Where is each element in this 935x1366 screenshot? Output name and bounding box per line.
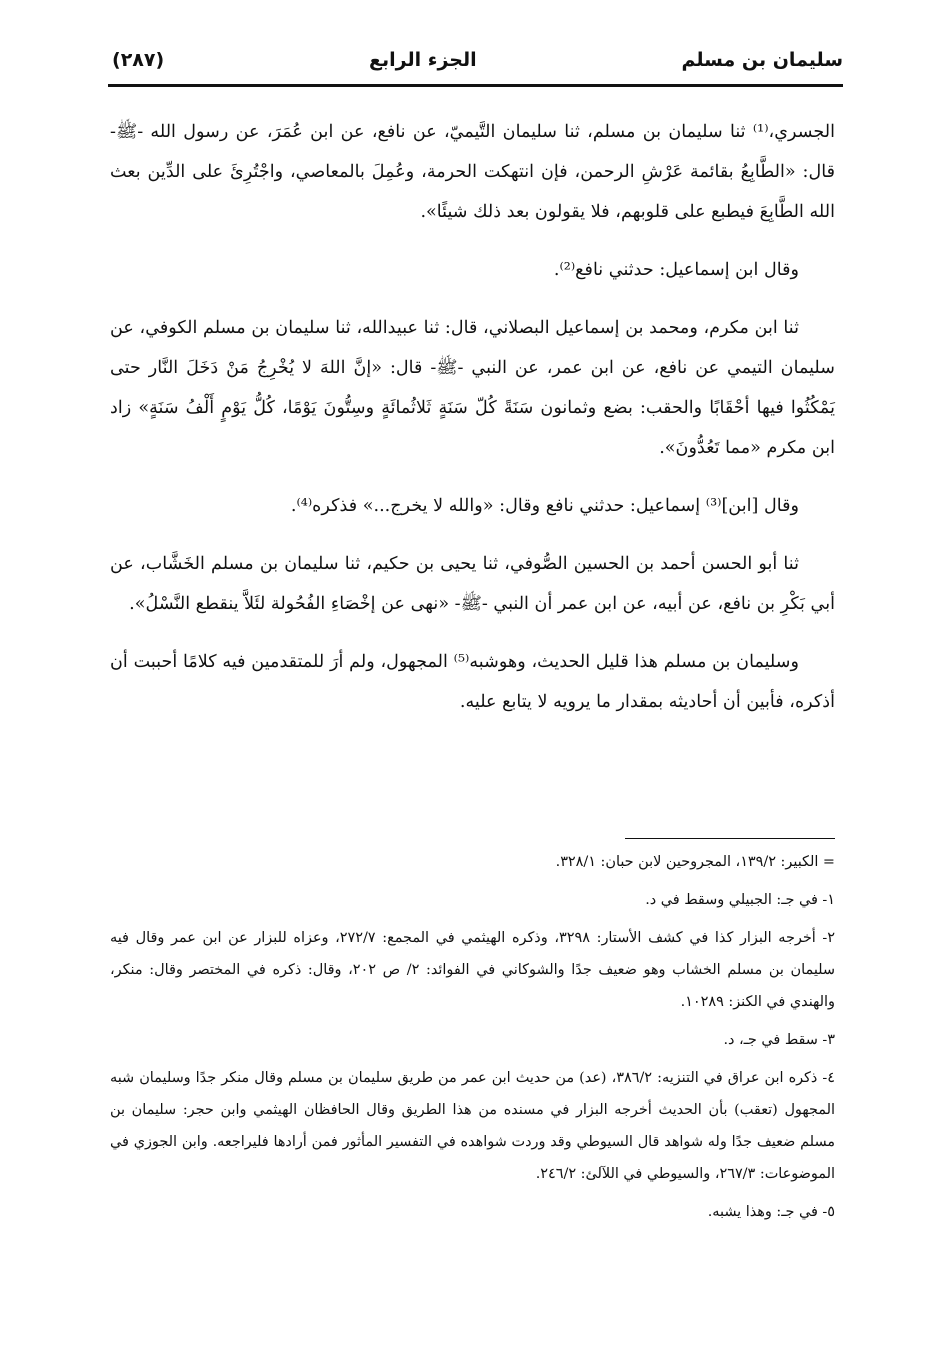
header-rule (108, 84, 843, 87)
footnotes (110, 846, 835, 1234)
footnote: = الكبير: ١٣٩/٢، المجروحين لابن حبان: ٣٢٨/١. (555, 854, 835, 870)
paragraph: ثنا ابن مكرم، ومحمد بن إسماعيل البصلاني، قال: ثنا عبيدالله، ثنا سليمان بن مسلم الكوفي، عن سليمان التيمي عن نافع، عن ابن عمر، عن النبي -ﷺ- قال: «إنَّ اللهَ لا يُخْرِجُ مَنْ دَخَلَ النَّار حتى يَمْكُثُوا فيها أحْقَابًا والحقب: بضع وثمانون سَنَةً كُلّ سَنَةٍ ثَلاثُمائَةٍ وسِتُّونَ يَوْمًا، كُلُّ يَوْمٍ أَلْفُ سَنَةٍ» زاد ابن مكرم «مما تَعُدُّونَ». (110, 318, 835, 458)
footnote: ٥- في جـ: وهذا يشبه. (707, 1204, 835, 1220)
paragraph: الجسري،⁽¹⁾ ثنا سليمان بن مسلم، ثنا سليمان التَّيميّ، عن نافع، عن ابن عُمَرَ، عن رسول الله -ﷺ- قال: «الطَّابِعُ بقائمة عَرْشِ الرحمن، فإن انتهكت الحرمة، وعُمِلَ بالمعاصي، واجْتُرِئَ على الدِّين بعث الله الطَّابِعَ فيطبع على قلوبهم، فلا يقولون بعد ذلك شيئًا». (110, 122, 835, 222)
paragraph: ثنا أبو الحسن أحمد بن الحسين الصُّوفي، ثنا يحيى بن حكيم، ثنا سليمان بن مسلم الخَشَّاب، عن أبي بَكْرِ بن نافع، عن أبيه، عن ابن عمر أن النبي -ﷺ- «نهى عن إخْصَاءِ الفُحُولة لئَلاَّ ينقطع النَّسْلُ». (110, 554, 835, 614)
main-text (110, 112, 835, 740)
paragraph: وسليمان بن مسلم هذا قليل الحديث، وهوشبه⁽⁵⁾ المجهول، ولم أرَ للمتقدمين فيه كلامًا أحببت أن أذكره، فأبين أن أحاديثه بمقدار ما يرويه لا يتابع عليه. (110, 652, 835, 712)
footnote: ٢- أخرجه البزار كذا في كشف الأستار: ٣٢٩٨، وذكره الهيثمي في المجمع: ٢٧٢/٧، وعزاه للبزار عن ابن عمر وقال فيه سليمان بن مسلم الخشاب وهو ضعيف جدًا والشوكاني في الفوائد: ٢/ ص ٢٠٢، وقال: ذكره في المختصر وقال: منكر، والهندي في الكنز: ١٠٢٨٩. (110, 930, 835, 1010)
paragraph: وقال ابن إسماعيل: حدثني نافع⁽²⁾. (553, 260, 799, 280)
paragraph: وقال [ابن]⁽³⁾ إسماعيل: حدثني نافع وقال: «والله لا يخرج...» فذكره⁽⁴⁾. (290, 496, 799, 516)
page-number: (٢٨٧) (112, 49, 165, 71)
footnote: ١- في جـ: الجبيلي وسقط في د. (645, 892, 835, 908)
running-header (112, 40, 843, 80)
footnote: ٤- ذكره ابن عراق في التنزيه: ٣٨٦/٢، (عد) من حديث ابن عمر من طريق سليمان بن مسلم وقال منكر جدًا وسليمان شبه المجهول (تعقب) بأن الحديث أخرجه البزار في مسنده من هذا الطريق وقال الحافظان الهيثمي وابن حجر: سليمان بن مسلم ضعيف جدًا وله شواهد قال السيوطي وقد وردت شواهده في التفسير المأثور فمن أرادها فليراجعه. وابن الجوزي في الموضوعات: ٢٦٧/٣، والسيوطي في اللآلئ: ٢٤٦/٢. (110, 1070, 835, 1182)
header-section-title: سليمان بن مسلم (681, 49, 843, 71)
header-volume-title: الجزء الرابع (369, 49, 477, 71)
footnote-separator (625, 838, 835, 839)
footnote: ٣- سقط في جـ، د. (723, 1032, 835, 1048)
